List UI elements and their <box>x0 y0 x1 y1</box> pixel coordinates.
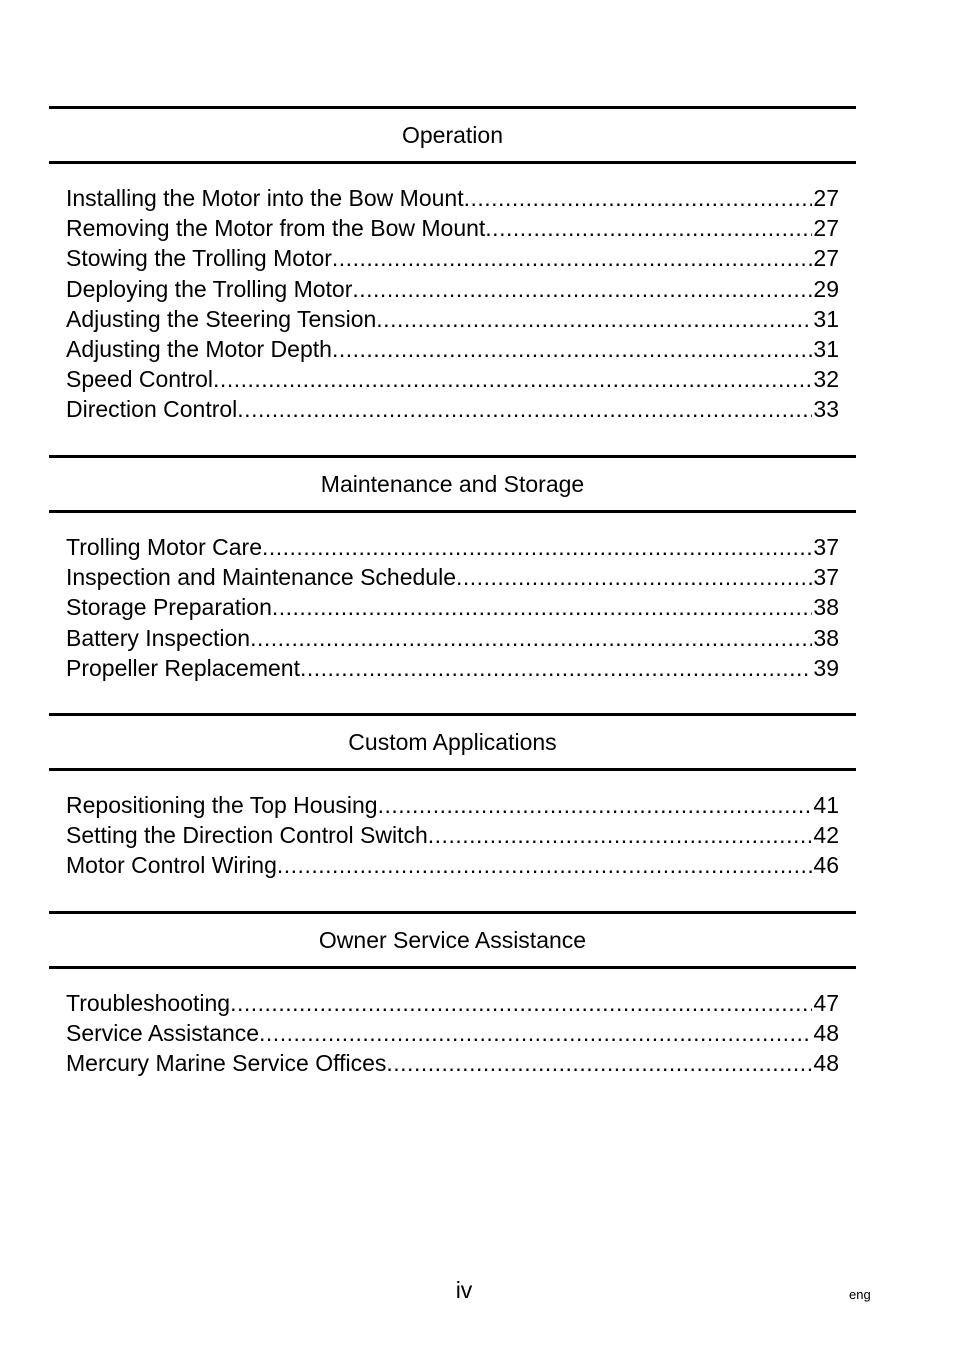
toc-entry[interactable] <box>66 304 839 334</box>
toc-entry[interactable] <box>66 243 839 273</box>
entry-label: Direction Control <box>66 396 238 423</box>
toc-section-maintenance-and-storage <box>49 455 856 683</box>
entry-page: 27 <box>813 215 839 242</box>
entry-page: 46 <box>813 852 839 879</box>
dot-leader <box>376 304 812 334</box>
section-entries <box>49 513 856 683</box>
entry-label: Speed Control <box>66 366 214 393</box>
toc-section-operation <box>49 106 856 425</box>
entry-label: Deploying the Trolling Motor <box>66 275 353 302</box>
language-code: eng <box>849 1287 871 1302</box>
toc-entry[interactable] <box>66 623 839 653</box>
section-title: Maintenance and Storage <box>49 455 856 513</box>
entry-page: 38 <box>813 624 839 651</box>
entry-page: 29 <box>813 275 839 302</box>
entry-label: Battery Inspection <box>66 624 251 651</box>
toc-entry[interactable] <box>66 183 839 213</box>
toc-entry[interactable] <box>66 213 839 243</box>
entry-label: Adjusting the Steering Tension <box>66 305 377 332</box>
toc-section-custom-applications <box>49 713 856 881</box>
entry-page: 27 <box>813 245 839 272</box>
dot-leader <box>272 592 813 622</box>
entry-page: 31 <box>813 335 839 362</box>
entry-label: Stowing the Trolling Motor <box>66 245 332 272</box>
dot-leader <box>485 213 812 243</box>
entry-label: Propeller Replacement <box>66 654 300 681</box>
entry-label: Troubleshooting <box>66 990 231 1016</box>
entry-page: 41 <box>813 792 839 818</box>
page-number: iv <box>455 1277 473 1303</box>
entry-page: 32 <box>813 366 839 393</box>
dot-leader <box>230 988 812 1018</box>
dot-leader <box>300 653 812 683</box>
dot-leader <box>464 183 813 213</box>
entry-label: Storage Preparation <box>66 594 272 621</box>
entry-label: Inspection and Maintenance Schedule <box>66 564 457 591</box>
toc-entry[interactable] <box>66 988 839 1018</box>
entry-page: 48 <box>813 1050 839 1077</box>
dot-leader <box>262 532 812 562</box>
dot-leader <box>332 334 812 364</box>
dot-leader <box>237 394 812 424</box>
entry-label: Trolling Motor Care <box>66 534 262 560</box>
toc-section-owner-service-assistance <box>49 911 856 1079</box>
toc-entry[interactable] <box>66 1018 839 1048</box>
section-entries <box>49 771 856 881</box>
dot-leader <box>250 623 812 653</box>
entry-page: 47 <box>813 990 839 1016</box>
entry-label: Adjusting the Motor Depth <box>66 335 332 362</box>
dot-leader <box>386 1048 812 1078</box>
entry-page: 42 <box>813 822 839 849</box>
entry-page: 31 <box>813 305 839 332</box>
toc-entry[interactable] <box>66 653 839 683</box>
section-entries <box>49 969 856 1079</box>
toc-entry[interactable] <box>66 1048 839 1078</box>
entry-page: 48 <box>813 1020 839 1047</box>
toc-entry[interactable] <box>66 364 839 394</box>
dot-leader <box>456 562 812 592</box>
toc-entry[interactable] <box>66 274 839 304</box>
entry-page: 38 <box>813 594 839 621</box>
dot-leader <box>259 1018 812 1048</box>
entry-label: Setting the Direction Control Switch <box>66 822 428 849</box>
entry-page: 27 <box>813 185 839 211</box>
entry-page: 37 <box>813 534 839 560</box>
section-title: Operation <box>49 106 856 164</box>
toc-entry[interactable] <box>66 532 839 562</box>
table-of-contents <box>49 106 856 1077</box>
entry-page: 33 <box>813 396 839 423</box>
dot-leader <box>332 243 813 273</box>
entry-label: Service Assistance <box>66 1020 260 1047</box>
toc-entry[interactable] <box>66 562 839 592</box>
dot-leader <box>352 274 812 304</box>
section-title: Custom Applications <box>49 713 856 771</box>
toc-entry[interactable] <box>66 790 839 820</box>
section-title: Owner Service Assistance <box>49 911 856 969</box>
dot-leader <box>428 820 813 850</box>
toc-entry[interactable] <box>66 820 839 850</box>
entry-label: Motor Control Wiring <box>66 852 277 879</box>
entry-label: Removing the Motor from the Bow Mount <box>66 215 486 242</box>
entry-label: Installing the Motor into the Bow Mount <box>66 185 464 211</box>
toc-entry[interactable] <box>66 334 839 364</box>
toc-entry[interactable] <box>66 592 839 622</box>
entry-page: 39 <box>813 654 839 681</box>
entry-label: Mercury Marine Service Offices <box>66 1050 387 1077</box>
entry-label: Repositioning the Top Housing <box>66 792 378 818</box>
entry-page: 37 <box>813 564 839 591</box>
dot-leader <box>277 850 813 880</box>
section-entries <box>49 164 856 425</box>
toc-entry[interactable] <box>66 850 839 880</box>
dot-leader <box>213 364 812 394</box>
toc-entry[interactable] <box>66 394 839 424</box>
dot-leader <box>378 790 813 820</box>
